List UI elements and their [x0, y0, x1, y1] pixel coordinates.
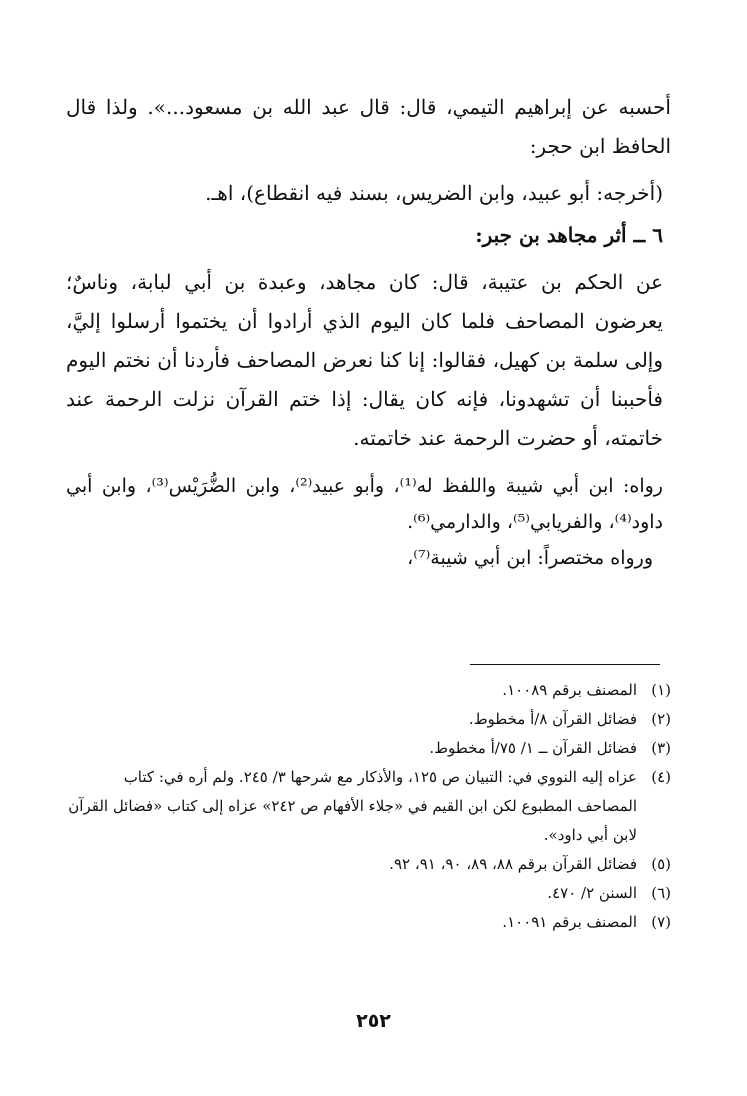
footnotes: [66, 676, 671, 937]
sources-paragraph: رواه: ابن أبي شيبة واللفظ له⁽¹⁾، وأبو عبيد⁽²⁾، وابن الضُّرَيْس⁽³⁾، وابن أبي داود⁽⁴⁾، والفريابي⁽⁵⁾، والدارمي⁽⁶⁾.: [66, 475, 663, 533]
paragraph-continuation: أحسبه عن إبراهيم التيمي، قال: قال عبد الله بن مسعود...». ولذا قال الحافظ ابن حجر:: [66, 95, 671, 158]
footnote-text: المصنف برقم ١٠٠٩١.: [502, 913, 637, 931]
footnote-item: [66, 850, 671, 879]
footnote-number: (٧): [651, 913, 671, 931]
footnote-text: فضائل القرآن ٨/أ مخطوط.: [468, 710, 637, 728]
section-heading: ٦ ــ أثر مجاهد بن جبر:: [475, 223, 663, 247]
footnote-number: (٤): [651, 768, 671, 786]
main-text: [66, 88, 671, 576]
quotation-paragraph: (أخرجه: أبو عبيد، وابن الضريس، بسند فيه انقطاع)، اهـ.: [205, 181, 663, 205]
footnote-number: (٢): [651, 710, 671, 728]
footnote-number: (٦): [651, 884, 671, 902]
footnote-item: [66, 705, 671, 734]
footnote-text: فضائل القرآن ــ ١/ ٧٥/أ مخطوط.: [429, 739, 637, 757]
footnote-item: [66, 879, 671, 908]
footnote-number: (٥): [651, 855, 671, 873]
footnote-number: (١): [651, 681, 671, 699]
footnote-text: المصنف برقم ١٠٠٨٩.: [502, 681, 637, 699]
footnote-item: [66, 763, 671, 850]
narration-paragraph: عن الحكم بن عتيبة، قال: كان مجاهد، وعبدة بن أبي لبابة، وناسٌ؛ يعرضون المصاحف فلما كان اليوم الذي أرادوا أن يختموا أرسلوا إليَّ، وإلى سلمة بن كهيل، فقالوا: إنا كنا نعرض المصاحف فأردنا أن نختم اليوم فأحببنا أن تشهدونا، فإنه كان يقال: إذا ختم القرآن نزلت الرحمة عند خاتمته، أو حضرت الرحمة عند خاتمته.: [66, 270, 663, 450]
footnote-text: عزاه إليه النووي في: التبيان ص ١٢٥، والأذكار مع شرحها ٣/ ٢٤٥. ولم أره في: كتاب المصاحف المطبوع لكن ابن القيم في «جلاء الأفهام ص ٢٤٢» عزاه إلى كتاب «فضائل القرآن لابن أبي داود».: [68, 768, 637, 844]
footnote-number: (٣): [651, 739, 671, 757]
footnote-text: السنن ٢/ ٤٧٠.: [547, 884, 637, 902]
footnote-item: [66, 908, 671, 937]
footnote-text: فضائل القرآن برقم ٨٨، ٨٩، ٩٠، ٩١، ٩٢.: [389, 855, 637, 873]
footnote-item: [66, 676, 671, 705]
abridged-sources-paragraph: ورواه مختصراً: ابن أبي شيبة⁽⁷⁾،: [407, 547, 653, 569]
footnote-item: [66, 734, 671, 763]
page-number: ٢٥٢: [356, 1010, 391, 1032]
footnote-divider: [470, 664, 660, 665]
